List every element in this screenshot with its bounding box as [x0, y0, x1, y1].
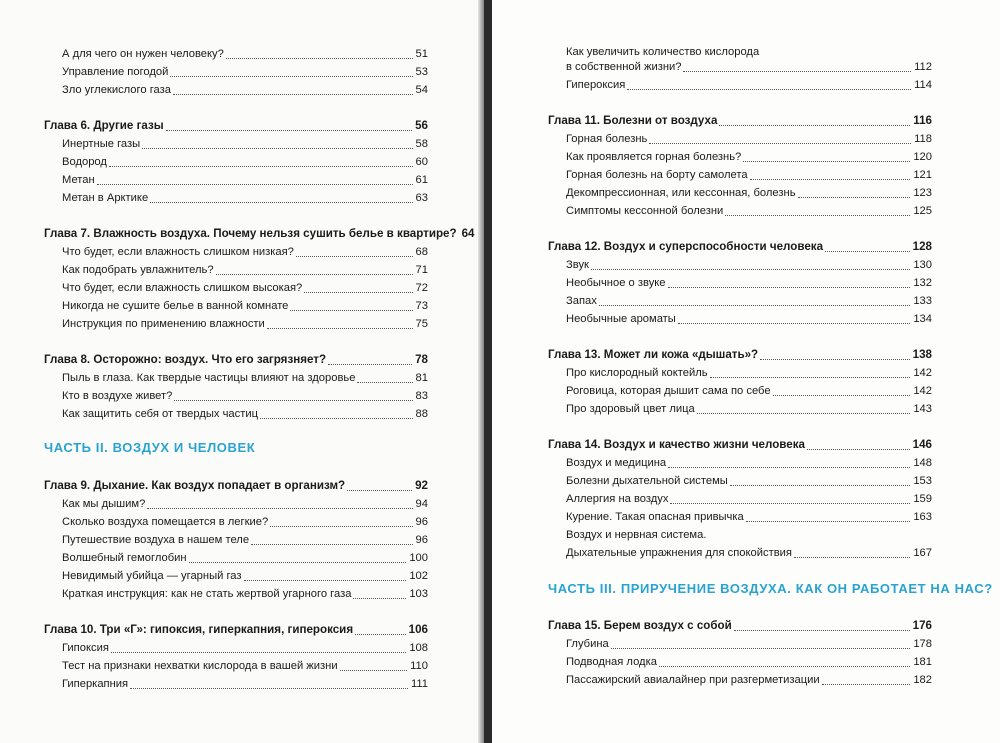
chapter-heading: Глава 9. Дыхание. Как воздух попадает в организм? 92 [44, 479, 428, 492]
toc-entry-no-page: Воздух и нервная система. [566, 529, 707, 541]
toc-entry: Пассажирский авиалайнер при разгерметизации 182 [566, 674, 932, 686]
toc-entry-line1: Как увеличить количество кислорода [566, 46, 760, 58]
toc-entry: Декомпрессионная, или кессонная, болезнь 123 [566, 187, 932, 199]
toc-entry: Инструкция по применению влажности 75 [62, 318, 428, 330]
toc-entry: Водород 60 [62, 156, 428, 168]
chapter-heading: Глава 11. Болезни от воздуха 116 [548, 114, 932, 127]
toc-entry: Гипероксия 114 [566, 79, 932, 91]
toc-entry: Необычные ароматы 134 [566, 313, 932, 325]
toc-entry: Подводная лодка 181 [566, 656, 932, 668]
toc-entry: Горная болезнь на борту самолета 121 [566, 169, 932, 181]
toc-entry: Воздух и медицина 148 [566, 457, 932, 469]
toc-entry: Про здоровый цвет лица 143 [566, 403, 932, 415]
right-page [492, 0, 1000, 743]
toc-entry: Кто в воздухе живет? 83 [62, 390, 428, 402]
toc-entry: Пыль в глаза. Как твердые частицы влияют на здоровье 81 [62, 372, 428, 384]
toc-entry: Метан в Арктике 63 [62, 192, 428, 204]
toc-entry: Метан 61 [62, 174, 428, 186]
chapter-heading: Глава 15. Берем воздух с собой 176 [548, 619, 932, 632]
toc-entry: Горная болезнь 118 [566, 133, 932, 145]
toc-entry: Аллергия на воздух 159 [566, 493, 932, 505]
toc-entry: Как подобрать увлажнитель? 71 [62, 264, 428, 276]
chapter-heading: Глава 10. Три «Г»: гипоксия, гиперкапния, гипероксия 106 [44, 623, 428, 636]
toc-entry: Необычное о звуке 132 [566, 277, 932, 289]
toc-entry: Зло углекислого газа 54 [62, 84, 428, 96]
toc-entry: Инертные газы 58 [62, 138, 428, 150]
toc-entry: Что будет, если влажность слишком низкая? 68 [62, 246, 428, 258]
toc-entry: Что будет, если влажность слишком высокая? 72 [62, 282, 428, 294]
toc-entry: Невидимый убийца — угарный газ 102 [62, 570, 428, 582]
toc-entry: Как мы дышим? 94 [62, 498, 428, 510]
toc-entry: Управление погодой 53 [62, 66, 428, 78]
book-gutter [484, 0, 492, 743]
chapter-heading: Глава 6. Другие газы 56 [44, 119, 428, 132]
toc-entry: Гиперкапния 111 [62, 678, 428, 690]
toc-entry: Тест на признаки нехватки кислорода в вашей жизни 110 [62, 660, 428, 672]
toc-entry: Гипоксия 108 [62, 642, 428, 654]
chapter-heading: Глава 14. Воздух и качество жизни человека 146 [548, 438, 932, 451]
toc-entry: Курение. Такая опасная привычка 163 [566, 511, 932, 523]
toc-entry: Запах 133 [566, 295, 932, 307]
toc-entry: Никогда не сушите белье в ванной комнате 73 [62, 300, 428, 312]
part-heading: ЧАСТЬ II. ВОЗДУХ И ЧЕЛОВЕК [44, 440, 256, 455]
toc-entry: Сколько воздуха помещается в легкие? 96 [62, 516, 428, 528]
chapter-heading: Глава 13. Может ли кожа «дышать»? 138 [548, 348, 932, 361]
toc-entry: Про кислородный коктейль 142 [566, 367, 932, 379]
toc-entry: Как защитить себя от твердых частиц 88 [62, 408, 428, 420]
toc-entry: Краткая инструкция: как не стать жертвой угарного газа 103 [62, 588, 428, 600]
toc-entry: в собственной жизни? 112 [566, 61, 932, 73]
toc-entry: А для чего он нужен человеку? 51 [62, 48, 428, 60]
toc-entry: Болезни дыхательной системы 153 [566, 475, 932, 487]
toc-entry: Роговица, которая дышит сама по себе 142 [566, 385, 932, 397]
toc-entry: Дыхательные упражнения для спокойствия 167 [566, 547, 932, 559]
part-heading: ЧАСТЬ III. ПРИРУЧЕНИЕ ВОЗДУХА. КАК ОН РАБОТАЕТ НА НАС? [548, 581, 993, 596]
chapter-heading: Глава 12. Воздух и суперспособности человека 128 [548, 240, 932, 253]
toc-entry: Симптомы кессонной болезни 125 [566, 205, 932, 217]
toc-entry: Волшебный гемоглобин 100 [62, 552, 428, 564]
toc-entry: Путешествие воздуха в нашем теле 96 [62, 534, 428, 546]
left-page [0, 0, 484, 743]
toc-entry: Как проявляется горная болезнь? 120 [566, 151, 932, 163]
toc-entry: Глубина 178 [566, 638, 932, 650]
chapter-heading: Глава 7. Влажность воздуха. Почему нельзя сушить белье в квартире? 64 [44, 227, 475, 240]
toc-entry: Звук 130 [566, 259, 932, 271]
chapter-heading: Глава 8. Осторожно: воздух. Что его загрязняет? 78 [44, 353, 428, 366]
